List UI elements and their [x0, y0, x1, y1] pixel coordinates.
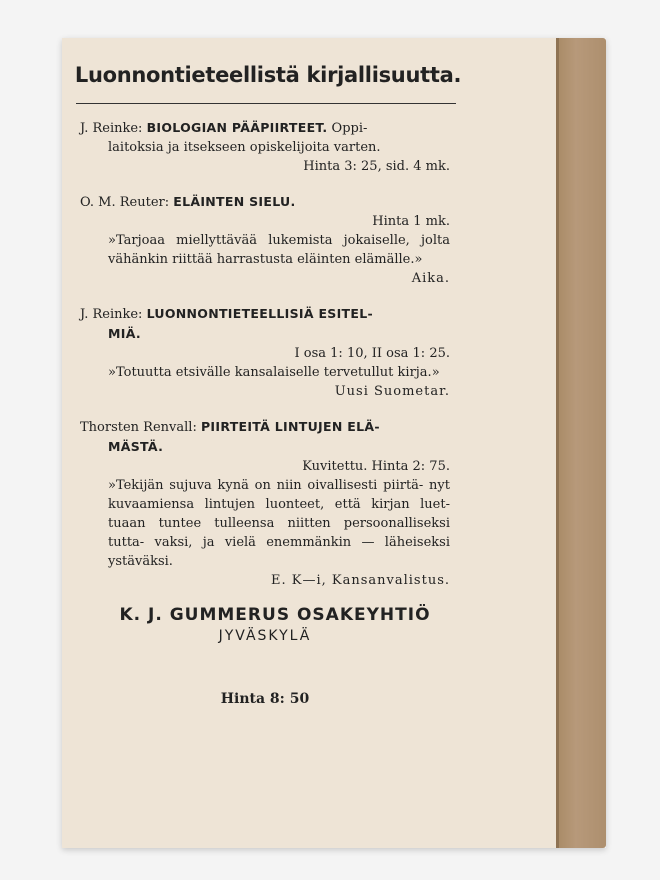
entry-book-title: ELÄINTEN SIELU. [173, 194, 296, 209]
heading-rule [76, 103, 456, 104]
entry-review-quote: »Tekijän sujuva kynä on niin oivallisesti piirtä- nyt kuvaamiensa lintujen luonteet, että kirjan luet- tuaan tuntee tulleensa niitten persoonalliseksi tutta- vaksi, ja vielä enemmänkin — läheiseksi ystäväksi. [108, 478, 450, 569]
entry-price: Kuvitettu. Hinta 2: 75. [302, 459, 450, 474]
entry-description: laitoksia ja itsekseen opiskelijoita varten. [108, 140, 381, 155]
spine-edge [556, 38, 559, 848]
entry-price: Hinta 1 mk. [372, 214, 450, 229]
entry-price: Hinta 3: 25, sid. 4 mk. [303, 159, 450, 174]
entry-author: J. Reinke: [80, 307, 143, 322]
publisher-name: K. J. GUMMERUS OSAKEYHTIÖ [119, 605, 431, 625]
entry-title-line [80, 118, 450, 138]
entry-title-continuation [80, 437, 450, 457]
entry-review-source: Uusi Suometar. [334, 384, 450, 399]
entry-title-rest: Oppi- [331, 121, 368, 136]
book-entry-2 [80, 192, 450, 288]
entry-book-title-cont: MIÄ. [108, 326, 141, 341]
entry-title-line [80, 192, 450, 212]
cover-heading: Luonnontieteellistä kirjallisuutta. [74, 63, 462, 87]
book-spine [556, 38, 606, 848]
entry-review-quote: »Totuutta etsivälle kansalaiselle tervetullut kirja.» [108, 365, 440, 380]
entry-author: O. M. Reuter: [80, 195, 170, 210]
entry-review-source: Aika. [411, 271, 450, 286]
entry-title-continuation [80, 324, 450, 344]
entry-price: I osa 1: 10, II osa 1: 25. [294, 346, 450, 361]
publisher-city: JYVÄSKYLÄ [218, 628, 312, 644]
book-entry-4 [80, 417, 450, 590]
book-price: Hinta 8: 50 [220, 691, 310, 707]
entry-review-quote: »Tarjoaa miellyttävää lukemista jokaiselle, jolta vähänkin riittää harrastusta eläinten elämälle.» [108, 233, 450, 267]
entry-book-title: PIIRTEITÄ LINTUJEN ELÄ- [200, 419, 380, 434]
book-entry-1 [80, 118, 450, 176]
entry-title-line [80, 417, 450, 437]
entry-author: Thorsten Renvall: [80, 420, 197, 435]
book-entry-3 [80, 304, 450, 401]
entry-title-line [80, 304, 450, 324]
entry-book-title: LUONNONTIETEELLISIÄ ESITEL- [146, 306, 373, 321]
entry-author: J. Reinke: [80, 121, 143, 136]
entry-book-title: BIOLOGIAN PÄÄPIIRTEET. [146, 120, 328, 135]
entry-book-title-cont: MÄSTÄ. [108, 439, 164, 454]
entry-review-source: E. K—i, Kansanvalistus. [271, 573, 450, 588]
cover-text [74, 63, 462, 709]
